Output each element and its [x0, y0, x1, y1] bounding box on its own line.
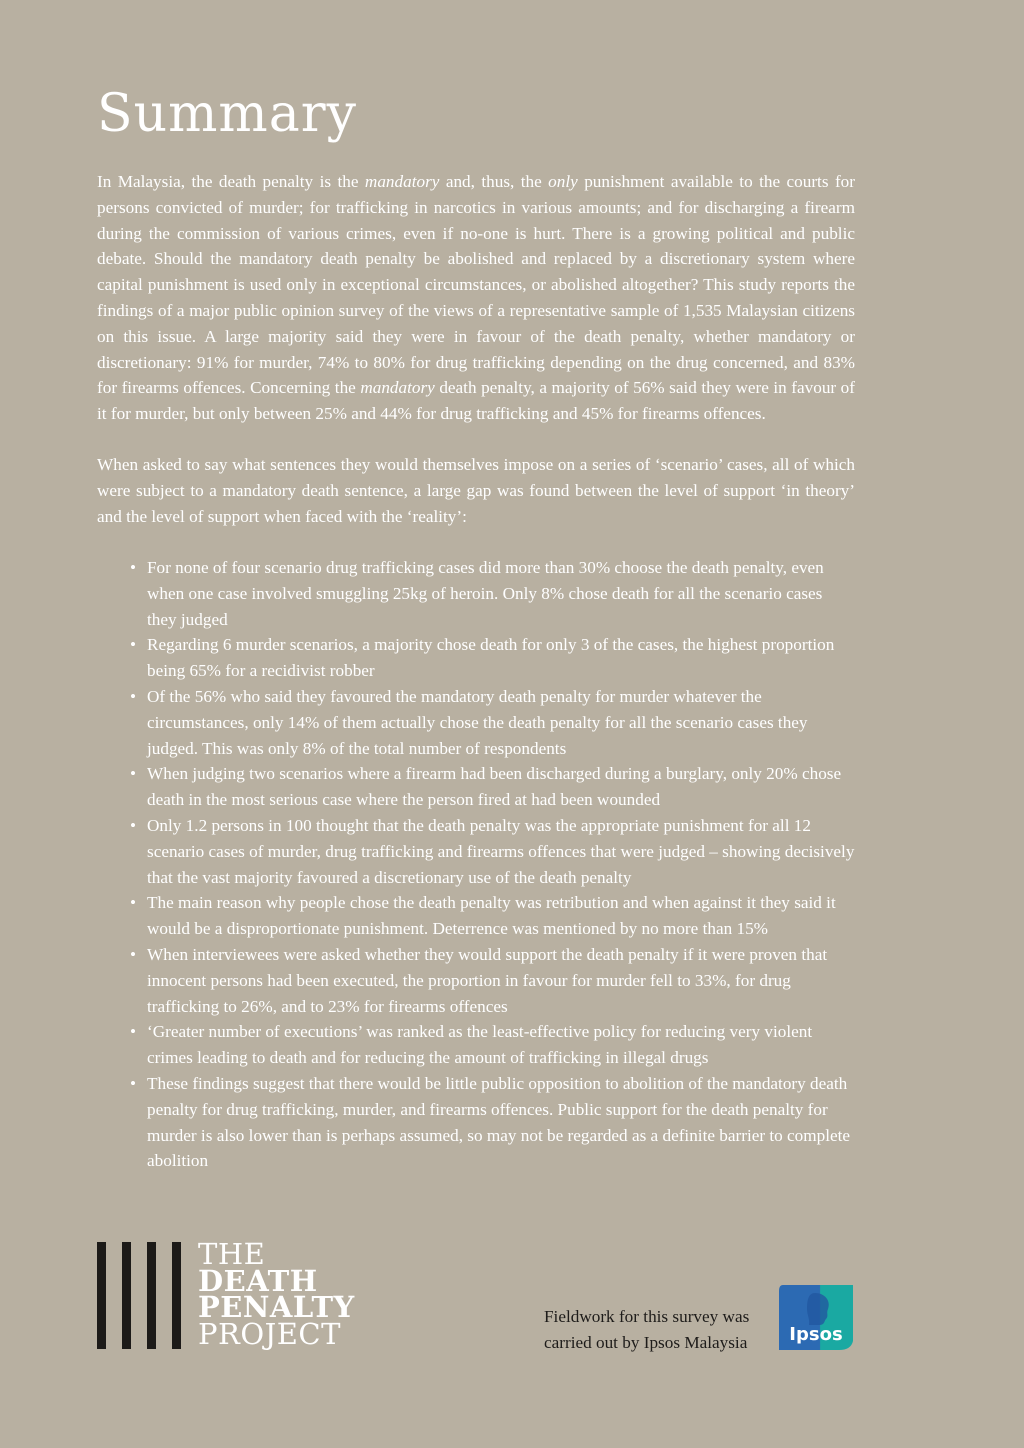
finding-item: • When judging two scenarios where a firearm had been discharged during a burglary, only 20% chose death in the most serious case where the person fired at had been wounded [130, 761, 855, 813]
fieldwork-line-1: Fieldwork for this survey was [544, 1307, 750, 1326]
logo-wordmark [198, 1237, 355, 1351]
gap-paragraph: When asked to say what sentences they would themselves impose on a series of ‘scenario’ cases, all of which were subject to a mandatory death sentence, a large gap was found between the level of support ‘in theory’ and the level of support when faced with the ‘reality’: [97, 455, 855, 526]
logo-line-the: THE [198, 1237, 266, 1271]
finding-item: • These findings suggest that there would be little public opposition to abolition of the mandatory death penalty for drug trafficking, murder, and firearms offences. Public support for the death penalty for murder is also lower than is perhaps assumed, so may not be regarded as a definite barrier to complete abolition [130, 1071, 855, 1174]
logo-line-penalty: PENALTY [198, 1290, 355, 1324]
intro-text: punishment available to the courts for persons convicted of murder; for trafficking in narcotics in various amounts; and for discharging a firearm during the commission of various crimes, even if no-one is hurt. There is a growing political and public debate. Should the mandatory death penalty be abolished and replaced by a discretionary system where capital punishment is used only in exceptional circumstances, or abolished altogether? This study reports the findings of a major public opinion survey of the views of a representative sample of 1,535 Malaysian citizens on this issue. A large majority said they were in favour of the death penalty, whether mandatory or discretionary: 91% for murder, 74% to 80% for drug trafficking depending on the drug concerned, and 83% for firearms offences. Concerning the [97, 172, 855, 398]
finding-item: • The main reason why people chose the death penalty was retribution and when against it they said it would be a disproportionate punishment. Deterrence was mentioned by no more than 15% [130, 890, 855, 942]
intro-emphasis: mandatory [364, 172, 440, 191]
findings-list [130, 555, 855, 1174]
finding-item: • When interviewees were asked whether they would support the death penalty if it were proven that innocent persons had been executed, the proportion in favour for murder fell to 33%, for drug trafficking to 26%, and to 23% for firearms offences [130, 942, 855, 1019]
fieldwork-credit [544, 1304, 774, 1356]
logo-line-project: PROJECT [198, 1316, 341, 1351]
finding-item: • Regarding 6 murder scenarios, a majority chose death for only 3 of the cases, the highest proportion being 65% for a recidivist robber [130, 632, 855, 684]
page-title: Summary [97, 84, 357, 144]
ipsos-wordmark: Ipsos [789, 1324, 843, 1345]
intro-emphasis: only [548, 172, 578, 191]
intro-text: In Malaysia, the death penalty is the [97, 172, 365, 191]
ipsos-logo [779, 1285, 853, 1350]
logo-line-death: DEATH [198, 1263, 318, 1298]
finding-item: • ‘Greater number of executions’ was ranked as the least-effective policy for reducing very violent crimes leading to death and for reducing the amount of trafficking in illegal drugs [130, 1019, 855, 1071]
fieldwork-line-2: carried out by Ipsos Malaysia [544, 1333, 748, 1352]
finding-item: • For none of four scenario drug trafficking cases did more than 30% choose the death penalty, even when one case involved smuggling 25kg of heroin. Only 8% chose death for all the scenario cases they judged [130, 555, 855, 632]
intro-paragraph [97, 169, 855, 427]
finding-item: • Only 1.2 persons in 100 thought that the death penalty was the appropriate punishment for all 12 scenario cases of murder, drug trafficking and firearms offences that were judged – showing decisively that the vast majority favoured a discretionary use of the death penalty [130, 813, 855, 890]
finding-item: • Of the 56% who said they favoured the mandatory death penalty for murder whatever the circumstances, only 14% of them actually chose the death penalty for all the scenario cases they judged. This was only 8% of the total number of respondents [130, 684, 855, 761]
intro-emphasis: mandatory [360, 378, 435, 398]
intro-text: death penalty, a majority of 56% said they were in favour of it for murder, but only between 25% and 44% for drug trafficking and 45% for firearms offences. [97, 378, 855, 424]
intro-text: and, thus, the [439, 172, 549, 191]
death-penalty-project-logo [97, 1237, 357, 1353]
